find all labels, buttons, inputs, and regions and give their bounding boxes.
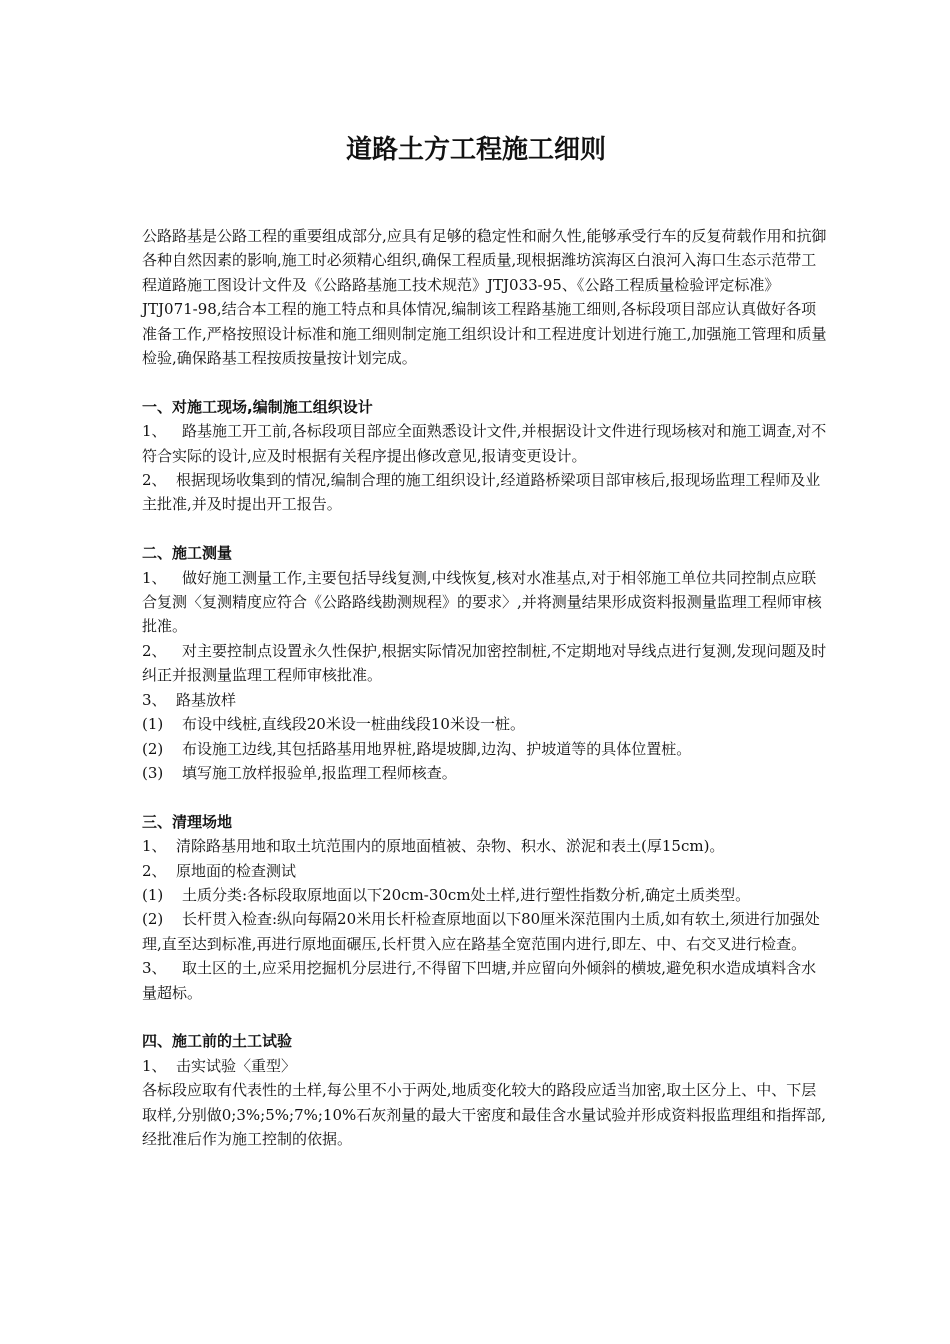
section-heading-4: 四、施工前的土工试验 (142, 1032, 293, 1051)
item-marker: 2、 (142, 641, 167, 660)
section-2-item-1 (142, 566, 827, 639)
section-3-subitem-1 (142, 883, 827, 907)
item-marker: 2、 (142, 471, 167, 490)
item-text: 根据现场收集到的情况,编制合理的施工组织设计,经道路桥梁项目部审核后,报现场监理工程师及业主批准,并及时提出开工报告。 (142, 471, 821, 514)
item-text: 布设施工边线,其包括路基用地界桩,路堤坡脚,边沟、护坡道等的具体位置桩。 (182, 739, 692, 758)
item-text: 长杆贯入检查:纵向每隔20米用长杆检查原地面以下80厘米深范围内土质,如有软土,须进行加强处理,直至达到标准,再进行原地面碾压,长杆贯入应在路基全宽范围内进行,即左、中、右交叉进行检查。 (142, 910, 820, 953)
item-marker: 1、 (142, 422, 167, 441)
item-text: 取土区的土,应采用挖掘机分层进行,不得留下凹塘,并应留向外倾斜的横坡,避免积水造成填料含水量超标。 (142, 959, 817, 1002)
item-text: 路基施工开工前,各标段项目部应全面熟悉设计文件,并根据设计文件进行现场核对和施工调查,对不符合实际的设计,应及时根据有关程序提出修改意见,报请变更设计。 (142, 422, 827, 465)
item-marker: 3、 (142, 959, 167, 978)
item-text: 清除路基用地和取土坑范围内的原地面植被、杂物、积水、淤泥和表土(厚15cm)。 (176, 837, 725, 856)
section-2-subitem-2 (142, 737, 827, 761)
section-2-item-3 (142, 688, 827, 712)
item-text: 路基放样 (176, 690, 237, 709)
section-3-subitem-2 (142, 907, 827, 956)
item-text: 击实试验〈重型〉 (176, 1056, 297, 1075)
item-marker: (1) (142, 715, 164, 734)
item-marker: 2、 (142, 861, 167, 880)
item-marker: 1、 (142, 1056, 167, 1075)
section-2-item-2 (142, 639, 827, 688)
item-marker: (3) (142, 763, 164, 782)
section-1-item-2 (142, 468, 827, 517)
item-marker: 1、 (142, 568, 167, 587)
section-3-item-2 (142, 859, 827, 883)
item-marker: (1) (142, 885, 164, 904)
item-text: 填写施工放样报验单,报监理工程师核查。 (182, 763, 457, 782)
item-text: 原地面的检查测试 (176, 861, 297, 880)
section-1-item-1 (142, 419, 827, 468)
item-text: 对主要控制点设置永久性保护,根据实际情况加密控制桩,不定期地对导线点进行复测,发现问题及时纠正并报测量监理工程师审核批准。 (142, 641, 827, 685)
section-heading-2: 二、施工测量 (142, 544, 233, 563)
section-2-subitem-1 (142, 712, 827, 736)
section-2-subitem-3 (142, 761, 827, 785)
section-heading-3: 三、清理场地 (142, 812, 233, 831)
document-title: 道路土方工程施工细则 (345, 135, 606, 165)
item-marker: 1、 (142, 837, 167, 856)
section-heading-1: 一、对施工现场,编制施工组织设计 (142, 397, 373, 416)
section-4-paragraph: 各标段应取有代表性的土样,每公里不小于两处,地质变化较大的路段应适当加密,取土区分上、中、下层取样,分别做0;3%;5%;7%;10%石灰剂量的最大干密度和最佳含水量试验并形成资料报监理组和指挥部,经批准后作为施工控制的依据。 (142, 1081, 827, 1148)
section-4-item-1 (142, 1054, 827, 1078)
document-body (142, 224, 827, 1151)
item-text: 做好施工测量工作,主要包括导线复测,中线恢复,核对水准基点,对于相邻施工单位共同控制点应联合复测〈复测精度应符合《公路路线勘测规程》的要求〉,并将测量结果形成资料报测量监理工程师审核批准。 (142, 568, 822, 636)
intro-paragraph: 公路路基是公路工程的重要组成部分,应具有足够的稳定性和耐久性,能够承受行车的反复荷载作用和抗御各种自然因素的影响,施工时必须精心组织,确保工程质量,现根据潍坊滨海区白浪河入海口生态示范带工程道路施工图设计文件及《公路路基施工技术规范》JTJ033-95、《公路工程质量检验评定标准》JTJ071-98,结合本工程的施工特点和具体情况,编制该工程路基施工细则,各标段项目部应认真做好各项准备工作,严格按照设计标准和施工细则制定施工组织设计和工程进度计划进行施工,加强施工管理和质量检验,确保路基工程按质按量按计划完成。 (142, 227, 827, 368)
item-marker: (2) (142, 739, 164, 758)
item-marker: (2) (142, 910, 164, 929)
item-text: 土质分类:各标段取原地面以下20cm-30cm处土样,进行塑性指数分析,确定土质类型。 (182, 885, 751, 904)
section-3-item-3 (142, 956, 827, 1005)
item-marker: 3、 (142, 690, 167, 709)
item-text: 布设中线桩,直线段20米设一桩曲线段10米设一桩。 (182, 715, 525, 734)
section-3-item-1 (142, 834, 827, 858)
